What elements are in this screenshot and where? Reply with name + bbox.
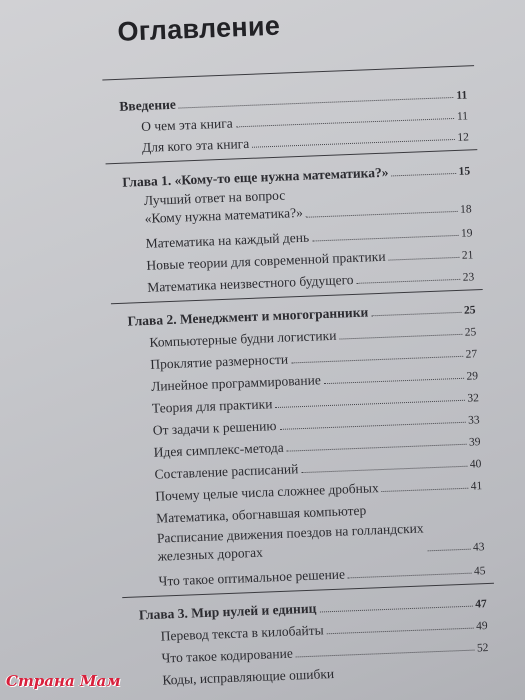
toc-page: 33 bbox=[467, 414, 480, 427]
toc-page: 11 bbox=[456, 89, 468, 102]
toc-label: Глава 2. Менеджмент и многогранники bbox=[127, 304, 369, 329]
toc-page: 21 bbox=[461, 249, 474, 262]
toc-leader bbox=[252, 139, 454, 148]
toc-page: 12 bbox=[457, 131, 470, 144]
toc-page: 15 bbox=[458, 165, 471, 178]
toc-label: Для кого эта книга bbox=[141, 135, 250, 155]
toc-label: Теория для практики bbox=[151, 396, 273, 416]
toc-label: Проклятие размерности bbox=[150, 351, 289, 372]
toc-page: 40 bbox=[469, 458, 482, 471]
toc-page: 25 bbox=[463, 304, 476, 317]
toc-page: 32 bbox=[467, 392, 480, 405]
toc-label: Глава 1. «Кому-то еще нужна математика?» bbox=[122, 164, 389, 190]
toc-label: Коды, исправляющие ошибки bbox=[162, 666, 335, 688]
toc-label: Математика, обогнавшая компьютер bbox=[155, 502, 367, 526]
page-title: Оглавление bbox=[116, 10, 281, 47]
toc-page: 18 bbox=[459, 203, 472, 216]
toc-page: 45 bbox=[473, 565, 486, 578]
toc-page: 43 bbox=[472, 541, 485, 554]
toc-label: Почему целые числа сложнее дробных bbox=[155, 480, 379, 504]
toc-label: Лучший ответ на вопрос bbox=[143, 187, 286, 208]
toc-label: Математика на каждый день bbox=[145, 229, 310, 251]
toc-page: 11 bbox=[456, 110, 469, 123]
toc-page: 39 bbox=[468, 436, 481, 449]
toc-leader bbox=[389, 257, 459, 261]
toc-label: Расписание движения поездов на голландских bbox=[156, 520, 424, 546]
toc-label: Введение bbox=[119, 96, 177, 114]
toc-leader bbox=[371, 312, 461, 316]
toc-leader bbox=[357, 279, 460, 284]
toc-page: 19 bbox=[460, 227, 473, 240]
toc-page: 23 bbox=[462, 271, 475, 284]
toc-leader bbox=[306, 211, 457, 218]
toc-label-continued: «Кому нужна математика?» bbox=[144, 204, 304, 226]
toc-page: 27 bbox=[465, 348, 478, 361]
toc-leader bbox=[382, 488, 468, 492]
site-watermark: Страна Мам bbox=[6, 672, 121, 690]
toc-label: Математика неизвестного будущего bbox=[147, 271, 354, 295]
toc-page: 25 bbox=[464, 326, 477, 339]
toc-page: 49 bbox=[475, 620, 488, 633]
toc-leader bbox=[348, 573, 471, 579]
toc-label: Идея симплекс-метода bbox=[153, 439, 284, 460]
toc-label: Перевод текста в килобайты bbox=[160, 622, 324, 644]
toc-label: От задачи к решению bbox=[152, 418, 277, 438]
toc-page: 41 bbox=[470, 480, 483, 493]
toc-leader bbox=[427, 549, 470, 552]
toc-label: Что такое кодирование bbox=[161, 645, 294, 666]
toc-page: 52 bbox=[476, 642, 489, 655]
toc-page: 29 bbox=[466, 370, 479, 383]
toc-label: Новые теории для современной практики bbox=[146, 248, 386, 273]
toc-label: Что такое оптимальное решение bbox=[158, 566, 346, 589]
toc-label: Глава 3. Мир нулей и единиц bbox=[138, 600, 317, 623]
toc-page: 47 bbox=[475, 598, 487, 611]
toc-label: Составление расписаний bbox=[154, 461, 299, 482]
toc-label: Компьютерные будни логистики bbox=[149, 327, 337, 350]
toc-label-continued: железных дорогах bbox=[157, 544, 264, 564]
toc-label: О чем эта книга bbox=[140, 115, 233, 135]
toc-label: Линейное программирование bbox=[150, 372, 322, 394]
